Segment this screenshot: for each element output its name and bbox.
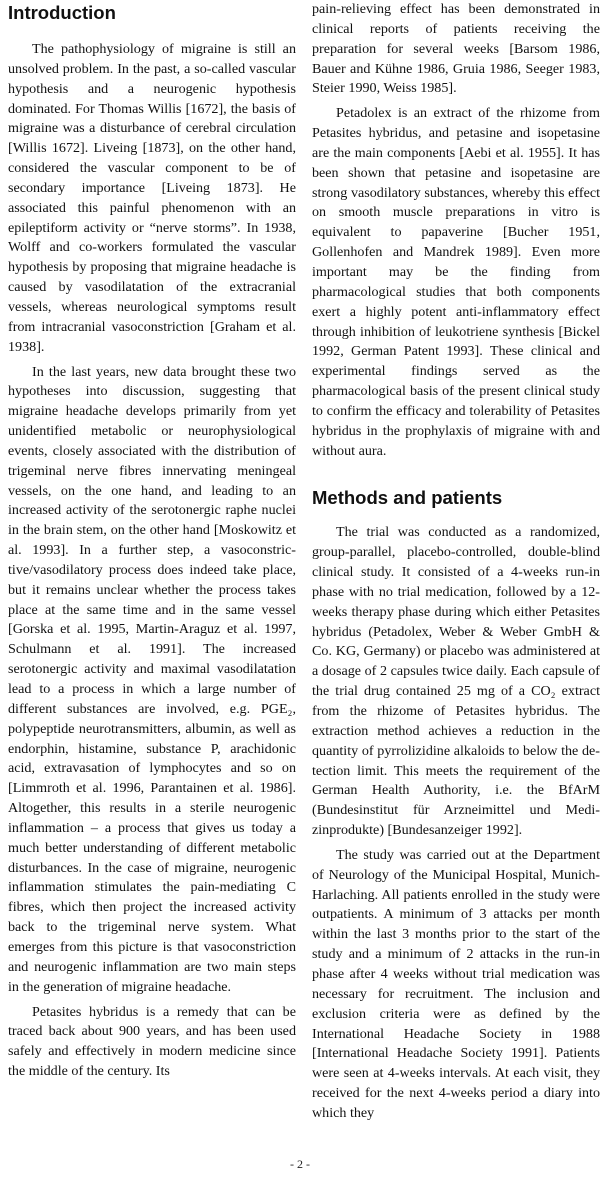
methods-paragraph-1: The trial was conducted as a randomized, group-parallel, placebo-controlled, double-blind clinical study. It consisted of a 4-weeks run-in phase with no trial medication, followed by a 12-weeks therapy phase during which either Petasites hybridus (Petadolex, Weber & Weber GmbH & Co. KG, Germany) or placebo was administered at a dosage of 2 capsules twice daily. Each capsule of the trial drug contained 25 mg of a CO₂ extract from the rhizome of Petasites hybridus. The extraction method achieves a reduction in the quantity of pyrrolizidine alkaloids to below the detection limit. This meets the requirement of the German Health Authority, i.e. the BfArM (Bundesinstitut für Arzneimittel und Medizinprodukte) [Bundesanzeiger 1992]. [312,524,600,839]
petadolex-paragraph: Petadolex is an extract of the rhizome from Petasites hybridus, and petasine and isopetasine are the main components [Aebi et al. 1955]. It has been shown that petasine and isopetasine are strong vasodilatory substances, whereby this effect on smooth muscle preparations in vitro is equivalent to papaverine [Bucher 1951, Gollenhofen and Mandrek 1989]. Even more important may be the finding from pharmacological studies that both components exert a highly potent anti-inflammatory effect through inhibition of leukotriene synthesis [Bickel 1992, German Patent 1993]. These clinical and experimental findings served as the pharmacological basis of the present clinical study to confirm the efficacy and tolerability of Petasites hybridus in the prophylaxis of migraine with and without aura. [312,105,600,459]
intro-paragraph-3: Petasites hybridus is a remedy that can be traced back about 900 years, and has been used safely and effectively in modern medicine since the middle of the century. Its [8,1003,296,1080]
methods-paragraph-2: The study was carried out at the Department of Neurology of the Municipal Hospital, Munich-Harlaching. All patients enrolled in the study were outpatients. A minimum of 3 attacks per month within the last 3 months prior to the start of the study and a minimum of 2 attacks in the run-in phase after 4 weeks without trial medication was necessary for recruitment. The inclusion and exclusion criteria were as defined by the International Headache Society in 1988 [International Headache Society 1991]. Patients were seen at 4-weeks intervals. At each visit, they received for the next 4-weeks period a diary into which they [312,846,600,1121]
right-column [312,0,600,1124]
page-number: - 2 - [290,1157,310,1171]
intro-paragraph-2: In the last years, new data brought these two hypotheses into discussion, suggesting that migraine headache develops primarily from yet unidentified metabolic or neurophysiological events, closely associated with the distribution of trigeminal nerve fibres innervating meningeal vessels, on the one hand, and leading to an increased activity of the serotonergic raphe nuclei in the brain stem, on the other hand [Moskowitz et al. 1993]. In a further step, a vasoconstrictive/vasodilatory process does indeed take place, but it remains unclear whether the process takes place at the same time and in the same vessel [Gorska et al. 1995, Martin-Araguz et al. 1997, Schulmann et al. 1991]. The increased serotonergic activity and maximal vasodilatation lead to a process in which a large number of different substances are involved, e.g. PGE₂, polypeptide neurotransmitters, albumin, as well as endorphin, histamine, substance P, arachidonic acid, extravasation of lymphocytes and so on [Limmroth et al. 1996, Parantainen et al. 1986]. Altogether, this results in a sterile neurogenic inflammation – a process that gives us today a much better understanding of different metabolic disturbances. In the case of migraine, neurogenic inflammation stimulates the pain-mediating C fibres, which then project the increased activity back to the trigeminal nerve system. What emerges from this picture is that vasoconstriction and neurogenic inflammation are two main steps in the generation of migraine headache. [8,363,296,995]
introduction-heading: Introduction [8,2,116,23]
left-column [8,0,296,1082]
intro-paragraph-3-continued: pain-relieving effect has been demonstrated in clinical reports of patients receiving the preparation for several weeks [Barsom 1986, Bauer and Kühne 1986, Gruia 1986, Seeger 1983, Steier 1990, Weiss 1985]. [312,1,600,97]
methods-heading: Methods and patients [312,487,503,509]
intro-paragraph-1: The pathophysiology of migraine is still an unsolved problem. In the past, a so-called vascular hypothesis and a neurogenic hypothesis dominated. For Thomas Willis [1672], the basis of migraine was a disturbance of cerebral circulation [Willis 1672]. Liveing [1873], on the other hand, considered the vascular component to be of secondary importance [Liveing 1873]. He associated this painful phenomenon with an epileptiform activity or “nerve storms”. In 1938, Wolff and co-workers formulated the vascular hypothesis by proposing that migraine headache is caused by vasodilatation of the extracranial vessels, whereas neurological symptoms result from intracranial vasoconstriction [Graham et al. 1938]. [8,41,296,355]
